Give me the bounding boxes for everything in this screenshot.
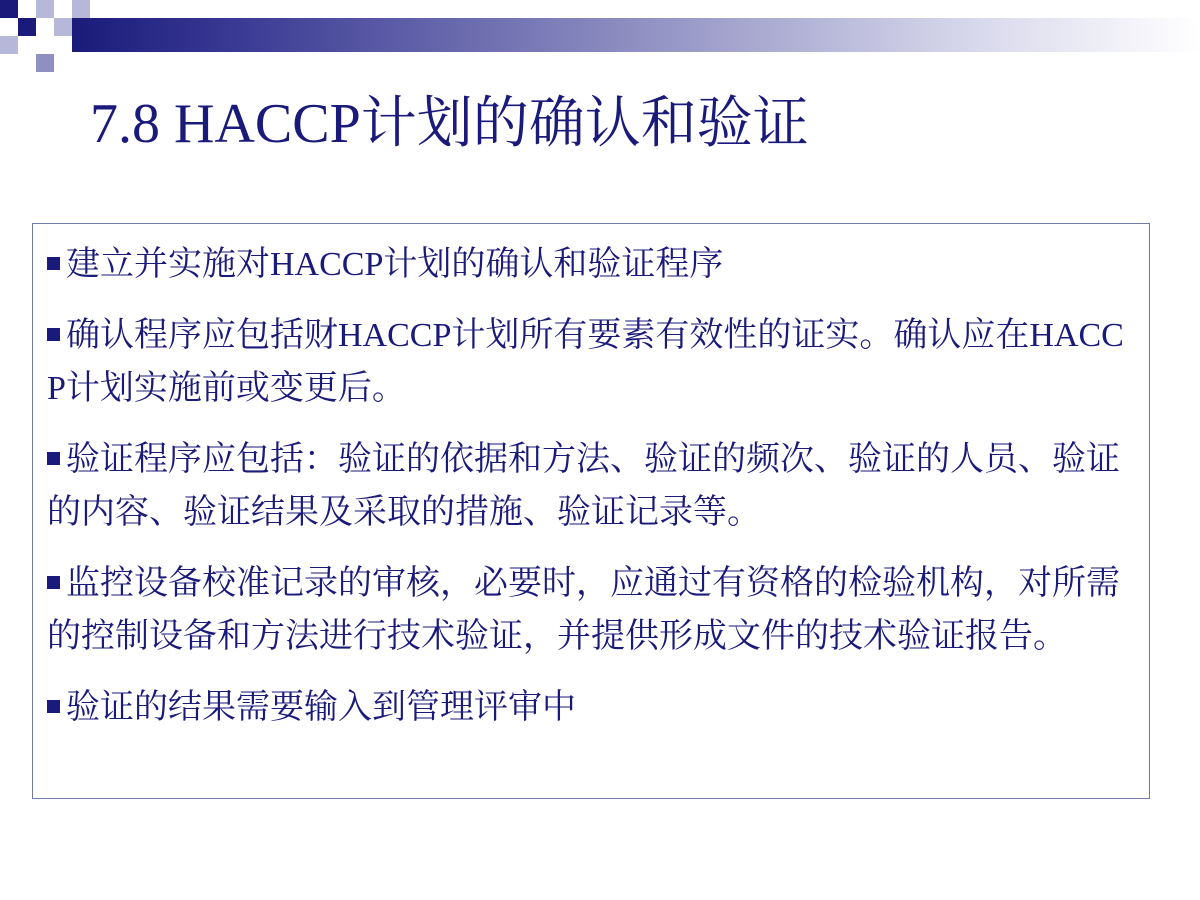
bullet-item <box>47 681 1129 734</box>
slide-title: 7.8 HACCP计划的确认和验证 <box>90 93 809 155</box>
square-bullet-icon <box>47 257 60 270</box>
bullet-text: 验证的结果需要输入到管理评审中 <box>66 689 576 726</box>
decor-square-icon <box>54 0 72 18</box>
bullet-text: 建立并实施对HACCP计划的确认和验证程序 <box>66 246 724 283</box>
decor-square-icon <box>18 18 36 36</box>
decor-square-icon <box>36 54 54 72</box>
decor-square-icon <box>72 0 90 18</box>
decor-square-icon <box>0 0 18 18</box>
square-bullet-icon <box>47 576 60 589</box>
decorative-header-band <box>0 0 1200 54</box>
square-bullet-icon <box>47 700 60 713</box>
decor-square-icon <box>36 0 54 18</box>
bullet-text: 确认程序应包括财HACCP计划所有要素有效性的证实。确认应在HACCP计划实施前或变更后。 <box>47 317 1124 407</box>
bullet-item <box>47 557 1129 663</box>
bullet-text: 监控设备校准记录的审核，必要时，应通过有资格的检验机构，对所需的控制设备和方法进行技术验证，并提供形成文件的技术验证报告。 <box>47 565 1120 655</box>
bullet-item <box>47 238 1129 291</box>
bullet-item <box>47 433 1129 539</box>
decor-square-icon <box>54 18 72 36</box>
decor-square-icon <box>0 36 18 54</box>
header-gradient-bar <box>72 18 1200 52</box>
bullet-item <box>47 309 1129 415</box>
square-bullet-icon <box>47 452 60 465</box>
bullet-list <box>47 238 1129 752</box>
content-box <box>32 223 1150 799</box>
square-bullet-icon <box>47 328 60 341</box>
bullet-text: 验证程序应包括：验证的依据和方法、验证的频次、验证的人员、验证的内容、验证结果及采取的措施、验证记录等。 <box>47 441 1120 531</box>
